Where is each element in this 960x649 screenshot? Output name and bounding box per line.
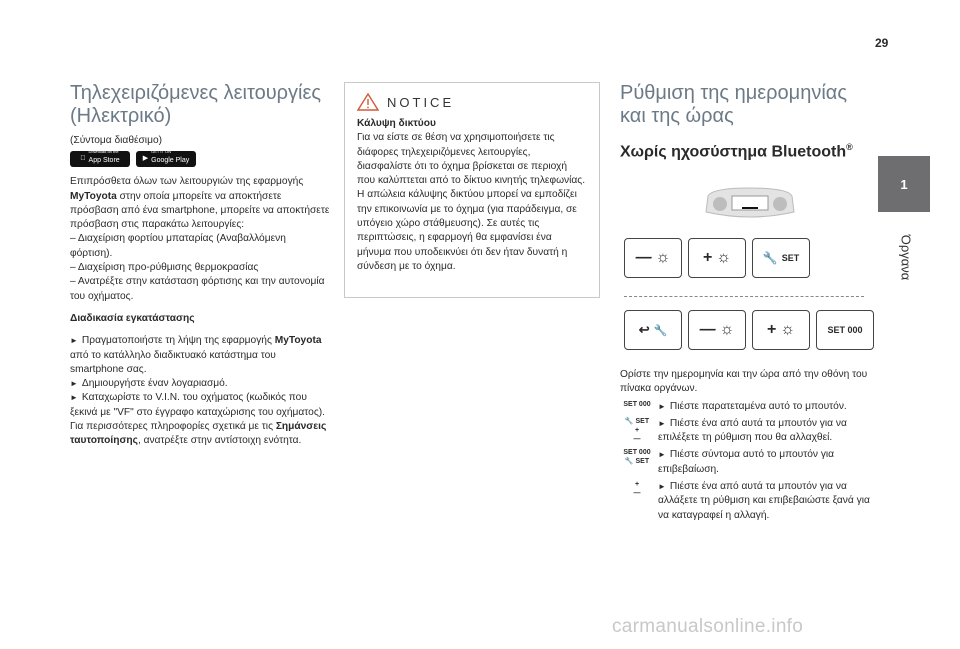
wrench-set-button[interactable]: 🔧 SET bbox=[752, 238, 810, 278]
plus-minus-icon: + — bbox=[633, 481, 641, 498]
plus-brightness-button[interactable]: + ☼ bbox=[752, 310, 810, 350]
car-display-illustration bbox=[702, 186, 798, 220]
sun-icon: ☼ bbox=[719, 321, 735, 338]
set-000-button[interactable]: SET 000 bbox=[816, 310, 874, 350]
watermark: carmanualsonline.info bbox=[612, 616, 804, 637]
sun-icon: ☼ bbox=[780, 321, 795, 338]
arrow-icon: ► bbox=[70, 379, 78, 389]
plus-brightness-button[interactable]: + ☼ bbox=[688, 238, 746, 278]
install-heading: Διαδικασία εγκατάστασης bbox=[70, 312, 195, 324]
sun-icon: ☼ bbox=[716, 249, 731, 266]
minus-brightness-button[interactable]: — ☼ bbox=[624, 238, 682, 278]
remote-functions-section bbox=[70, 82, 330, 449]
sun-icon: ☼ bbox=[655, 249, 671, 266]
google-play-badge: ▶ GET IT ON Google Play bbox=[136, 151, 196, 167]
apple-icon bbox=[80, 152, 85, 166]
back-wrench-button[interactable] bbox=[624, 310, 682, 350]
app-store-badge: Download on the App Store bbox=[70, 151, 130, 167]
notice-heading: NOTICE bbox=[387, 94, 455, 110]
set-000-icon: SET 000 🔧 SET bbox=[623, 449, 651, 466]
subsection-title: Χωρίς ηχοσύστημα Bluetooth® bbox=[620, 142, 853, 161]
intro-text: Ορίστε την ημερομηνία και την ώρα από την οθόνη του πίνακα οργάνων. bbox=[620, 369, 868, 395]
arrow-icon: ► bbox=[658, 418, 666, 428]
notice-box bbox=[344, 82, 600, 298]
section-title: Τηλεχειριζόμενες λειτουργίες (Ηλεκτρικό) bbox=[70, 82, 322, 127]
warning-icon bbox=[357, 93, 379, 111]
divider bbox=[624, 296, 864, 297]
date-time-section bbox=[620, 82, 878, 160]
notice-title: Κάλυψη δικτύου bbox=[357, 118, 436, 129]
step-2: ► Δημιουργήστε έναν λογαριασμό. bbox=[70, 378, 228, 390]
play-icon: ▶ bbox=[142, 155, 149, 163]
arrow-icon: ► bbox=[70, 336, 78, 346]
set-000-icon: SET 000 bbox=[623, 400, 651, 408]
more-info: Για περισσότερες πληροφορίες σχετικά με τις Σημάνσεις ταυτοποίησης, ανατρέξτε στην αντίστοιχη ενότητα. bbox=[70, 421, 327, 447]
wrench-icon: 🔧 bbox=[653, 324, 668, 337]
instructions: Ορίστε την ημερομηνία και την ώρα από την οθόνη του πίνακα οργάνων. SET 000 ► Πιέστε παρατεταμένα αυτό το μπουτόν. 🔧 SET + — ► Πιέστε ένα από αυτά τα μπουτόν για να επιλέξετε τη ρύθμιση που θα αλλαχθεί. SET 000 🔧 SET ► Πιέστε σύντομα αυτό το μπουτόν για επιβεβαίωση. + — ► Πιέστε ένα από αυτά τα μπουτόν για να αλλάξετε τη ρύθμιση και επιβεβαιώστε ξανά για να καταγραφεί η αλλαγή. bbox=[620, 368, 878, 523]
notice-text: Για να είστε σε θέση να χρησιμοποιήσετε τις διάφορες τηλεχειριζόμενες λειτουργίες, διασφαλίστε ότι το όχημα βρίσκεται σε περιοχή που καλύπτεται από το δίκτυο κινητής τηλεφωνίας. bbox=[357, 132, 586, 187]
availability-note: (Σύντομα διαθέσιμο) bbox=[70, 135, 163, 146]
section-title: Ρύθμιση της ημερομηνίας και της ώρας bbox=[620, 82, 847, 127]
arrow-icon: ► bbox=[658, 482, 666, 492]
step-1: ► Πραγματοποιήστε τη λήψη της εφαρμογής MyToyota από το κατάλληλο διαδικτυακό κατάστημα του smartphone σας. bbox=[70, 335, 322, 375]
list-item: – Διαχείριση προ-ρύθμισης θερμοκρασίας bbox=[70, 262, 259, 274]
page-number: 29 bbox=[875, 36, 889, 50]
chapter-tab[interactable]: 1 bbox=[878, 156, 930, 212]
store-badges bbox=[70, 151, 330, 167]
wrench-icon: 🔧 bbox=[762, 251, 778, 265]
intro-text: Επιπρόσθετα όλων των λειτουργιών της εφαρμογής MyToyota στην οποία μπορείτε να αποκτήσετε πρόσβαση από ένα smartphone, μπορείτε να αποκτήσετε πρόσβαση στις παρακάτω λειτουργίες: bbox=[70, 176, 330, 231]
return-icon: ↩ bbox=[638, 322, 650, 337]
arrow-icon: ► bbox=[658, 450, 666, 460]
chapter-label: Όργανα bbox=[898, 234, 914, 280]
list-item: – Ανατρέξτε στην κατάσταση φόρτισης και την αυτονομία του οχήματος. bbox=[70, 276, 325, 302]
list-item: – Διαχείριση φορτίου μπαταρίας (Αναβαλλόμενη φόρτιση). bbox=[70, 233, 286, 259]
step-3: ► Καταχωρίστε το V.I.N. του οχήματος (κωδικός που ξεκινά με "VF" στο έγγραφο καταχώρισης του οχήματος). bbox=[70, 392, 325, 418]
arrow-icon: ► bbox=[70, 393, 78, 403]
arrow-icon: ► bbox=[658, 401, 666, 411]
minus-brightness-button[interactable]: — ☼ bbox=[688, 310, 746, 350]
wrench-set-icon: 🔧 SET + — bbox=[624, 417, 650, 443]
notice-text: Η απώλεια κάλυψης δικτύου μπορεί να εμποδίζει την επικοινωνία με το όχημα (για παράδειγμα, σε υπόγειο χώρο στάθμευσης). Σε αυτές τις περιπτώσεις, η εφαρμογή θα εμφανίσει ένα μήνυμα που υποδεικνύει ότι δεν ήταν δυνατή η σύνδεση με το όχημα. bbox=[357, 189, 577, 272]
